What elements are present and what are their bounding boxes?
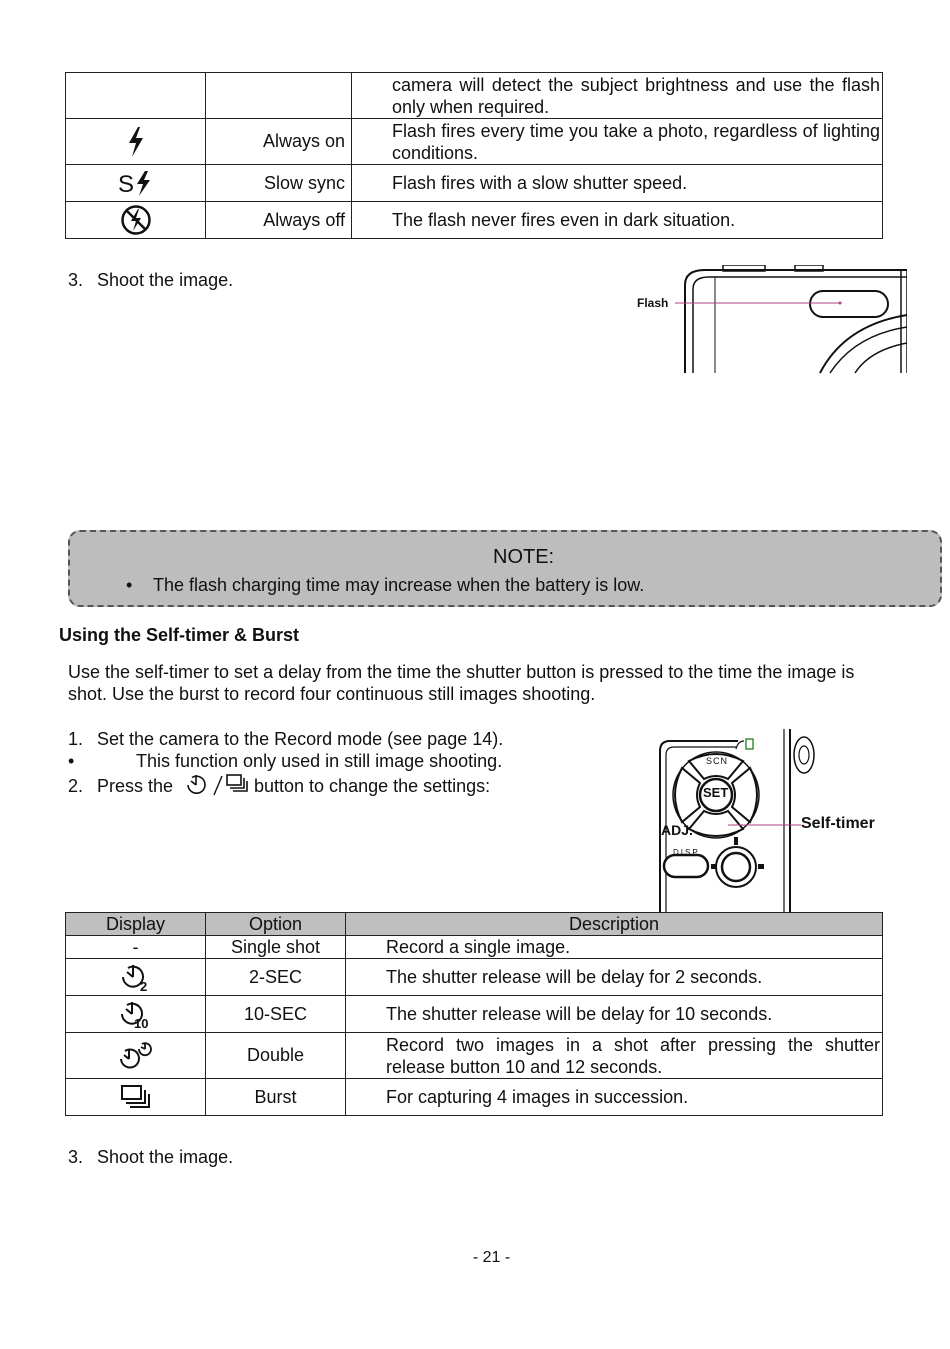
display-cell: - (66, 936, 206, 959)
description-cell: The flash never fires even in dark situation. (352, 202, 883, 239)
description-cell: Flash fires every time you take a photo, regardless of lighting conditions. (352, 119, 883, 165)
table-row (66, 119, 883, 165)
timer-double-icon (117, 1040, 155, 1072)
step-2-text-after: button to change the settings: (254, 776, 491, 796)
option-cell: Always on (206, 119, 352, 165)
display-cell (66, 73, 206, 119)
section-title: Using the Self-timer & Burst (59, 625, 300, 645)
description-cell: camera will detect the subject brightness and use the flash only when required. (352, 73, 883, 119)
disp-label: DISP (673, 848, 700, 857)
display-cell (66, 959, 206, 996)
option-cell: Always off (206, 202, 352, 239)
flash-on-icon (126, 126, 146, 158)
intro-line-2: shot. Use the burst to record four continuous still images shooting. (68, 684, 596, 704)
flash-figure-label: Flash (637, 296, 669, 310)
table-row (66, 1033, 883, 1079)
table-row (66, 936, 883, 959)
description-cell: The shutter release will be delay for 10 seconds. (346, 996, 883, 1033)
step-1-number: 1. (68, 729, 84, 749)
display-cell (66, 996, 206, 1033)
table-row (66, 73, 883, 119)
header-description: Description (346, 913, 883, 936)
note-title: NOTE: (493, 546, 555, 568)
table-row (66, 959, 883, 996)
svg-text:10: 10 (133, 1016, 148, 1030)
note-box (68, 530, 942, 607)
intro-line-1: Use the self-timer to set a delay from the time the shutter button is pressed to the time the image is (68, 662, 855, 682)
svg-text:S: S (117, 171, 134, 197)
step-3b-text: Shoot the image. (97, 1147, 234, 1167)
burst-icon (119, 1083, 153, 1111)
bullet-marker: • (68, 751, 75, 771)
page-number: - 21 - (472, 1249, 511, 1266)
step-3-text: Shoot the image. (97, 270, 234, 290)
table-header-row (66, 913, 883, 936)
table-row (66, 165, 883, 202)
display-cell (66, 1033, 206, 1079)
self-timer-table (65, 912, 883, 1116)
table-row (66, 996, 883, 1033)
description-cell: The shutter release will be delay for 2 seconds. (346, 959, 883, 996)
option-cell: Double (206, 1033, 346, 1079)
header-display: Display (66, 913, 206, 936)
option-cell (206, 73, 352, 119)
step-2-number: 2. (68, 776, 84, 796)
display-cell (66, 165, 206, 202)
flash-off-icon (120, 204, 152, 236)
set-button-label: SET (703, 785, 729, 800)
option-cell: 10-SEC (206, 996, 346, 1033)
step-2-text-before: Press the (97, 776, 174, 796)
header-option: Option (206, 913, 346, 936)
timer-10sec-icon (118, 998, 154, 1030)
selftimer-figure-label: Self-timer (801, 815, 875, 832)
option-cell: Single shot (206, 936, 346, 959)
flash-slow-sync-icon (118, 169, 154, 197)
description-cell: Flash fires with a slow shutter speed. (352, 165, 883, 202)
flash-mode-table (65, 72, 883, 239)
display-cell (66, 1079, 206, 1116)
step-3b-number: 3. (68, 1147, 84, 1167)
table-row (66, 202, 883, 239)
note-bullet: • (126, 575, 133, 595)
scn-button-label: SCN (706, 756, 729, 766)
option-cell: 2-SEC (206, 959, 346, 996)
display-cell (66, 119, 206, 165)
step-1-text: Set the camera to the Record mode (see page 14). (97, 729, 504, 749)
selftimer-burst-button-icon (184, 772, 250, 798)
description-cell: Record a single image. (346, 936, 883, 959)
svg-text:2: 2 (139, 979, 147, 993)
description-cell: For capturing 4 images in succession. (346, 1079, 883, 1116)
timer-2sec-icon (119, 961, 153, 993)
option-cell: Burst (206, 1079, 346, 1116)
bullet-text: This function only used in still image shooting. (136, 751, 503, 771)
step-3-number: 3. (68, 270, 84, 290)
adj-label: ADJ. (661, 822, 693, 838)
option-cell: Slow sync (206, 165, 352, 202)
note-text: The flash charging time may increase when the battery is low. (153, 575, 645, 595)
table-row (66, 1079, 883, 1116)
description-cell: Record two images in a shot after pressing the shutter release button 10 and 12 seconds. (346, 1033, 883, 1079)
display-cell (66, 202, 206, 239)
camera-flash-illustration (615, 265, 907, 375)
